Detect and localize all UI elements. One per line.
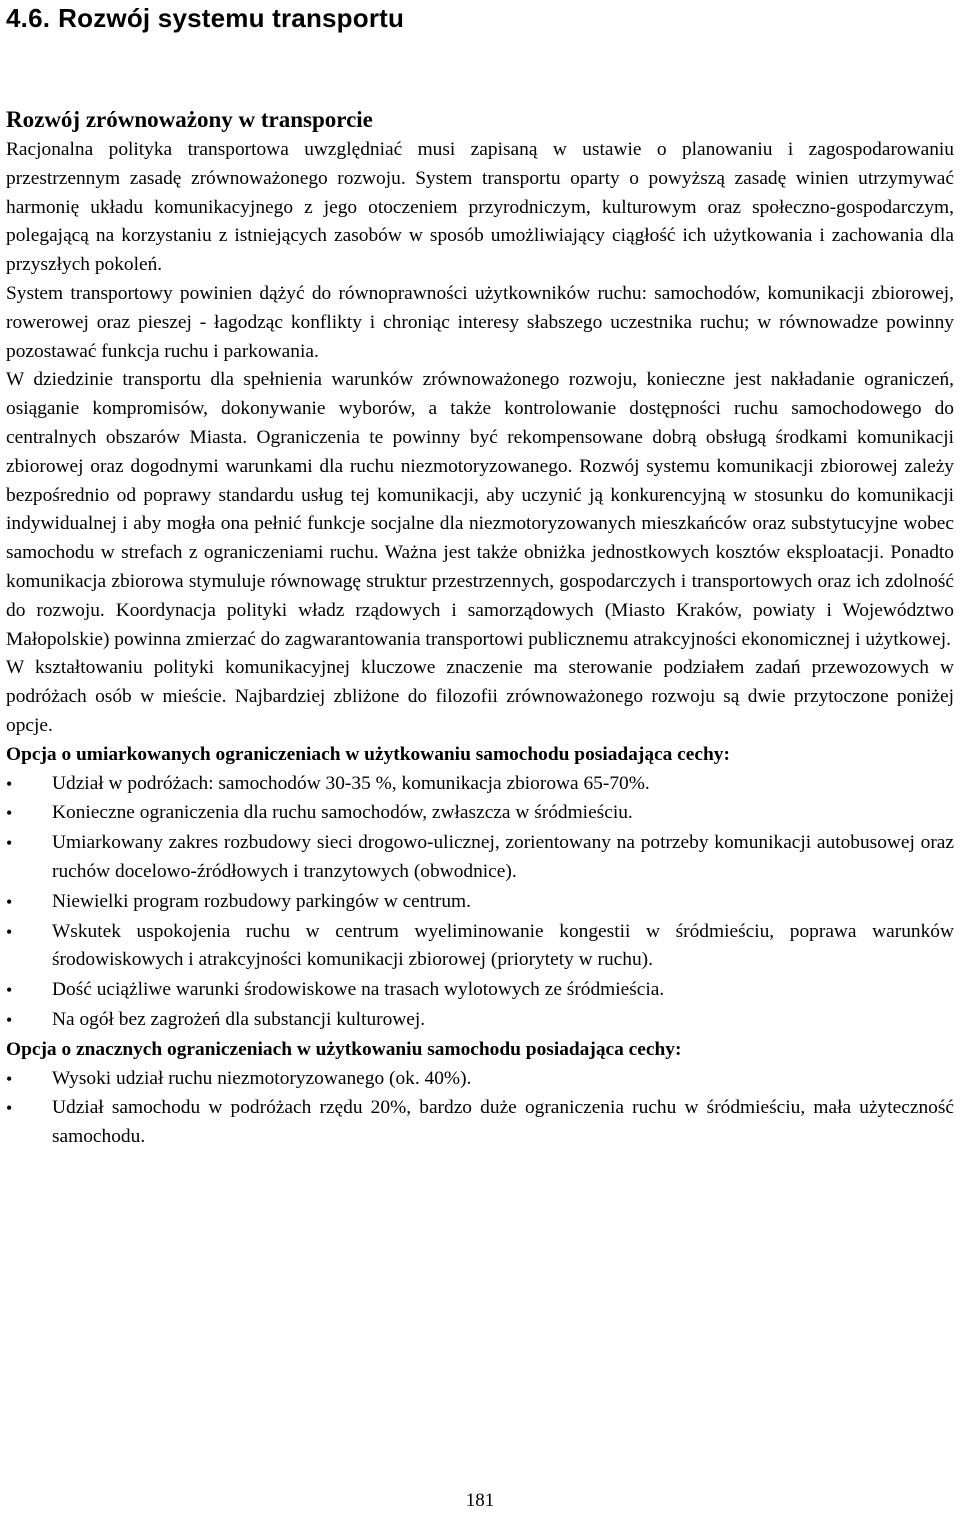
option-list [6, 1065, 954, 1152]
document-page [6, 0, 954, 1148]
bullet-icon: • [6, 891, 13, 912]
list-item-text: Dość uciążliwe warunki środowiskowe na trasach wylotowych ze śródmieścia. [52, 979, 665, 1001]
list-item [6, 1094, 954, 1152]
bullet-icon: • [6, 980, 13, 1001]
bullet-icon: • [6, 833, 13, 854]
list-item [6, 829, 954, 887]
paragraph: W dziedzinie transportu dla spełnienia warunków zrównoważonego rozwoju, konieczne jest nakładanie ograniczeń, osiąganie kompromisów, dokonywanie wyborów, a także kontrolowanie dostępności ruchu samochodowego do centralnych obszarów Miasta. Ograniczenia te powinny być rekompensowane dobrą obsługą środkami komunikacji zbiorowej oraz dogodnymi warunkami dla ruchu niezmotoryzowanego. Rozwój systemu komunikacji zbiorowej zależy bezpośrednio od poprawy standardu usług tej komunikacji, aby uczynić ją konkurencyjną w stosunku do komunikacji indywidualnej i aby mogła ona pełnić funkcje socjalne dla niezmotoryzowanych mieszkańców oraz substytucyjne wobec samochodu w strefach z ograniczeniami ruchu. Ważna jest także obniżka jednostkowych kosztów eksploatacji. Ponadto komunikacja zbiorowa stymuluje równowagę struktur przestrzennych, gospodarczych i transportowych oraz ich zdolność do rozwoju. Koordynacja polityki władz rządowych i samorządowych (Miasto Kraków, powiaty i Województwo Małopolskie) powinna zmierzać do zagwarantowania transportowi publicznemu atrakcyjności ekonomicznej i użytkowej. [6, 369, 954, 650]
list-item [6, 1006, 954, 1035]
subsection-heading: Rozwój zrównoważony w transporcie [6, 107, 373, 132]
list-item-text: Udział samochodu w podróżach rzędu 20%, bardzo duże ograniczenia ruchu w śródmieściu, mała użyteczność samochodu. [52, 1097, 954, 1148]
list-item-text: Niewielki program rozbudowy parkingów w centrum. [52, 890, 471, 912]
bullet-icon: • [6, 921, 13, 942]
document-body [6, 136, 954, 1153]
list-item-text: Wysoki udział ruchu niezmotoryzowanego (ok. 40%). [52, 1067, 472, 1089]
list-item-text: Wskutek uspokojenia ruchu w centrum wyeliminowanie kongestii w śródmieściu, poprawa warunków środowiskowych i atrakcyjności komunikacji zbiorowej (priorytety w ruchu). [52, 920, 954, 971]
list-item [6, 770, 954, 799]
paragraph: Racjonalna polityka transportowa uwzględniać musi zapisaną w ustawie o planowaniu i zagospodarowaniu przestrzennym zasadę zrównoważonego rozwoju. System transportu oparty o powyższą zasadę winien utrzymywać harmonię układu komunikacyjnego z jego otoczeniem przyrodniczym, kulturowym oraz społeczno-gospodarczym, polegającą na korzystaniu z istniejących zasobów w sposób umożliwiający ciągłość ich użytkowania i zachowania dla przyszłych pokoleń. [6, 139, 954, 276]
list-item [6, 918, 954, 976]
section-title: Rozwój systemu transportu [58, 3, 405, 33]
list-item-text: Na ogół bez zagrożeń dla substancji kulturowej. [52, 1008, 426, 1030]
page-number: 181 [465, 1490, 495, 1511]
list-item [6, 1065, 954, 1094]
bullet-icon: • [6, 1009, 13, 1030]
option-heading: Opcja o umiarkowanych ograniczeniach w użytkowaniu samochodu posiadająca cechy: [6, 743, 730, 765]
list-item [6, 976, 954, 1005]
list-item-text: Konieczne ograniczenia dla ruchu samochodów, zwłaszcza w śródmieściu. [52, 802, 633, 824]
paragraph: System transportowy powinien dążyć do równoprawności użytkowników ruchu: samochodów, komunikacji zbiorowej, rowerowej oraz pieszej - łagodząc konflikty i chroniąc interesy słabszego uczestnika ruchu; w równowadze powinny pozostawać funkcja ruchu i parkowania. [6, 282, 954, 362]
list-item-text: Udział w podróżach: samochodów 30-35 %, komunikacja zbiorowa 65-70%. [52, 772, 650, 794]
option-heading: Opcja o znacznych ograniczeniach w użytkowaniu samochodu posiadająca cechy: [6, 1038, 682, 1060]
bullet-icon: • [6, 1098, 13, 1119]
section-heading [6, 0, 954, 34]
paragraph: W kształtowaniu polityki komunikacyjnej kluczowe znaczenie ma sterowanie podziałem zadań przewozowych w podróżach osób w mieście. Najbardziej zbliżone do filozofii zrównoważonego rozwoju są dwie przytoczone poniżej opcje. [6, 657, 954, 736]
bullet-icon: • [6, 773, 13, 794]
bullet-icon: • [6, 1068, 13, 1089]
list-item [6, 799, 954, 828]
section-number: 4.6. [6, 3, 51, 33]
list-item-text: Umiarkowany zakres rozbudowy sieci drogowo-ulicznej, zorientowany na potrzeby komunikacji autobusowej oraz ruchów docelowo-źródłowych i tranzytowych (obwodnice). [52, 832, 954, 882]
list-item [6, 888, 954, 917]
bullet-icon: • [6, 803, 13, 824]
option-list [6, 770, 954, 1035]
